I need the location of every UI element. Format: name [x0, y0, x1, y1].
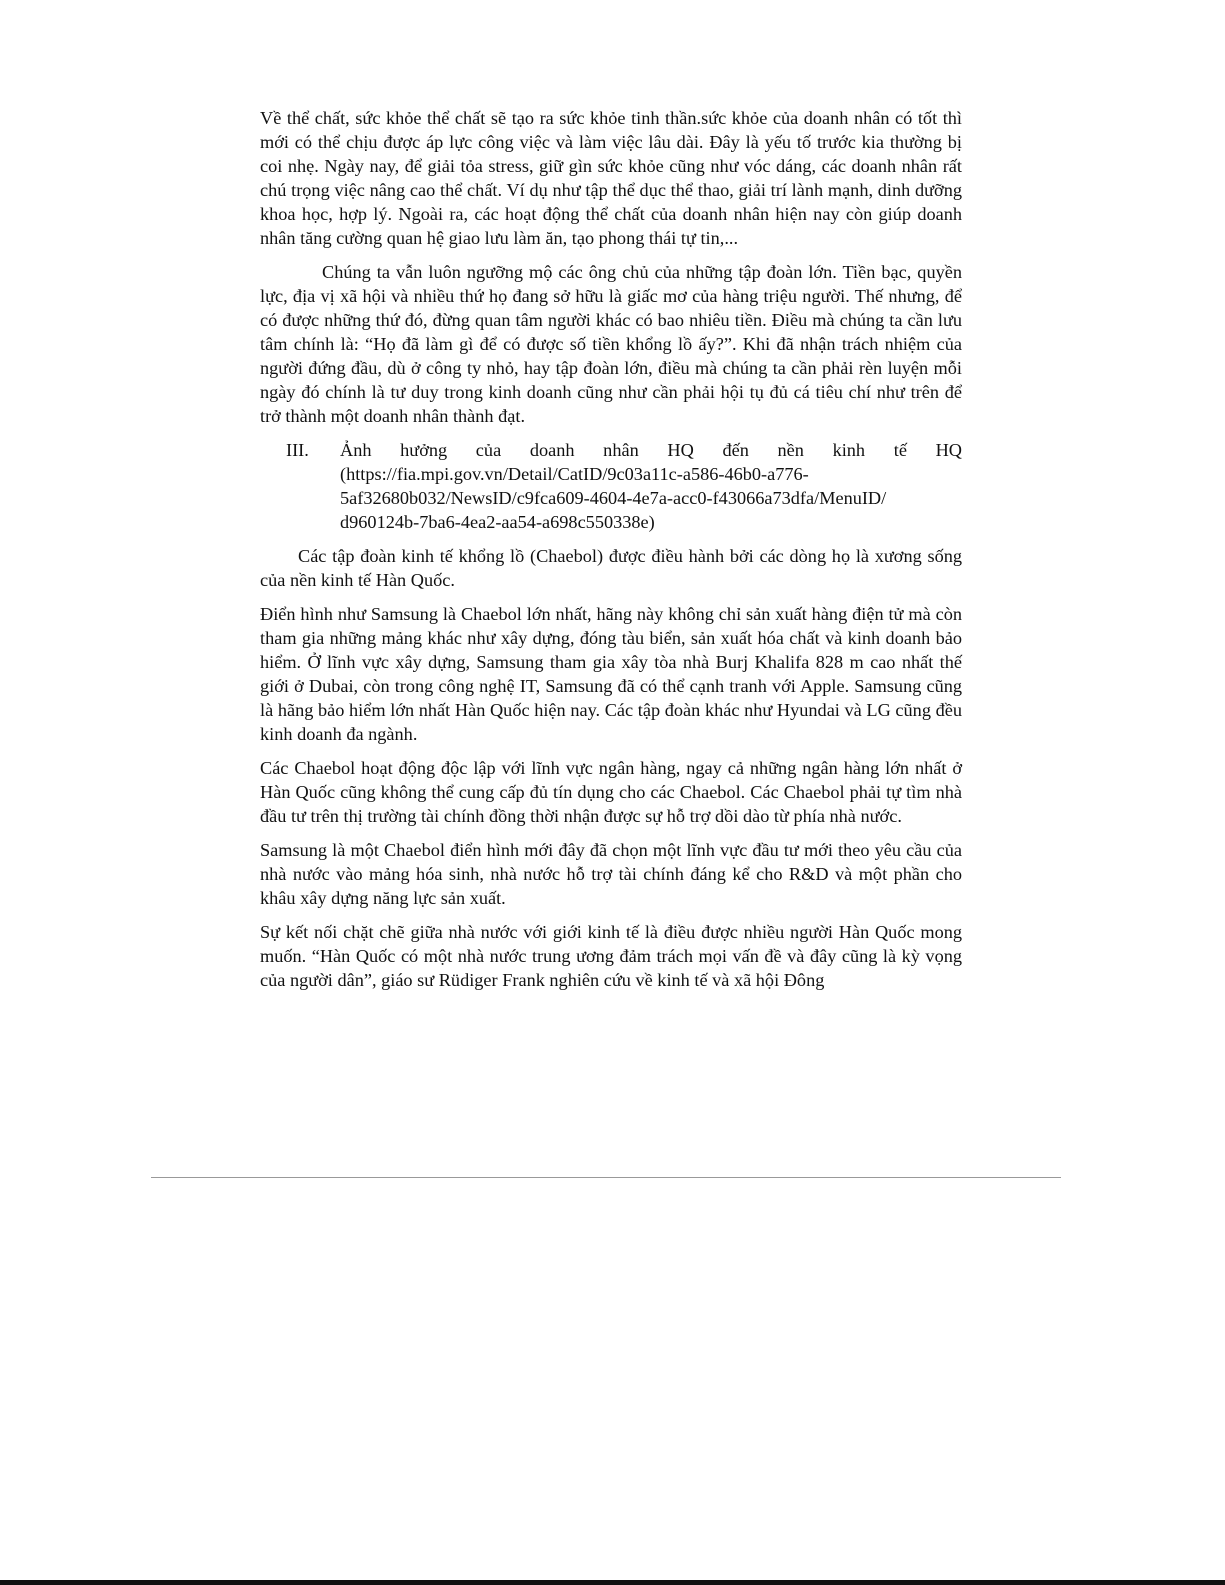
section-title: Ảnh hưởng của doanh nhân HQ đến nền kinh tế HQ	[340, 440, 962, 460]
bottom-edge-bar	[0, 1580, 1225, 1585]
page-content	[260, 106, 962, 1002]
paragraph-physical-health: Về thể chất, sức khỏe thể chất sẽ tạo ra sức khỏe tinh thần.sức khỏe của doanh nhân có tốt thì mới có thể chịu được áp lực công việc và làm việc lâu dài. Đây là yếu tố trước kia thường bị coi nhẹ. Ngày nay, để giải tỏa stress, giữ gìn sức khỏe cũng như vóc dáng, các doanh nhân rất chú trọng việc nâng cao thể chất. Ví dụ như tập thể dục thể thao, giải trí lành mạnh, dinh dưỡng khoa học, hợp lý. Ngoài ra, các hoạt động thể chất của doanh nhân hiện nay còn giúp doanh nhân tăng cường quan hệ giao lưu làm ăn, tạo phong thái tự tin,...	[260, 108, 962, 248]
paragraph-admiration: Chúng ta vẫn luôn ngưỡng mộ các ông chủ của những tập đoàn lớn. Tiền bạc, quyền lực, địa vị xã hội và nhiều thứ họ đang sở hữu là giấc mơ của hàng triệu người. Thế nhưng, để có được những thứ đó, đừng quan tâm người khác có bao nhiêu tiền. Điều mà chúng ta cần lưu tâm chính là: “Họ đã làm gì để có được số tiền khổng lồ ấy?”. Khi đã nhận trách nhiệm của người đứng đầu, dù ở công ty nhỏ, hay tập đoàn lớn, điều mà chúng ta cần phải rèn luyện mỗi ngày đó chính là tư duy trong kinh doanh cũng như cần phải hội tụ đủ cá tiêu chí như trên để trở thành một doanh nhân thành đạt.	[260, 262, 962, 426]
section-heading	[260, 438, 962, 534]
section-heading-text	[340, 438, 962, 534]
paragraph-samsung-example: Điển hình như Samsung là Chaebol lớn nhất, hãng này không chỉ sản xuất hàng điện tử mà còn tham gia những mảng khác như xây dựng, đóng tàu biển, sản xuất hóa chất và kinh doanh bảo hiểm. Ở lĩnh vực xây dựng, Samsung tham gia xây tòa nhà Burj Khalifa 828 m cao nhất thế giới ở Dubai, còn trong công nghệ IT, Samsung đã có thể cạnh tranh với Apple. Samsung cũng là hãng bảo hiểm lớn nhất Hàn Quốc hiện nay. Các tập đoàn khác như Hyundai và LG cũng đều kinh doanh đa ngành.	[260, 604, 962, 744]
paragraph-state-economy: Sự kết nối chặt chẽ giữa nhà nước với giới kinh tế là điều được nhiều người Hàn Quốc mong muốn. “Hàn Quốc có một nhà nước trung ương đảm trách mọi vấn đề và đây cũng là kỳ vọng của người dân”, giáo sư Rüdiger Frank nghiên cứu về kinh tế và xã hội Đông	[260, 922, 962, 990]
section-number: III.	[286, 440, 309, 460]
source-url-line-3: d960124b-7ba6-4ea2-aa54-a698c550338e)	[340, 512, 655, 532]
paragraph-chaebol-banking: Các Chaebol hoạt động độc lập với lĩnh vực ngân hàng, ngay cả những ngân hàng lớn nhất ở Hàn Quốc cũng không thể cung cấp đủ tín dụng cho các Chaebol. Các Chaebol phải tự tìm nhà đầu tư trên thị trường tài chính đồng thời nhận được sự hỗ trợ dồi dào từ phía nhà nước.	[260, 758, 962, 826]
source-url-line-1: (https://fia.mpi.gov.vn/Detail/CatID/9c03a11c-a586-46b0-a776-	[340, 464, 809, 484]
page-separator-line	[151, 1177, 1061, 1178]
paragraph-samsung-biochem: Samsung là một Chaebol điển hình mới đây đã chọn một lĩnh vực đầu tư mới theo yêu cầu của nhà nước vào mảng hóa sinh, nhà nước hỗ trợ tài chính đáng kể cho R&D và một phần cho khâu xây dựng năng lực sản xuất.	[260, 840, 962, 908]
paragraph-chaebol-intro: Các tập đoàn kinh tế khổng lồ (Chaebol) được điều hành bởi các dòng họ là xương sống của nền kinh tế Hàn Quốc.	[260, 546, 962, 590]
source-url-line-2: 5af32680b032/NewsID/c9fca609-4604-4e7a-acc0-f43066a73dfa/MenuID/	[340, 488, 887, 508]
